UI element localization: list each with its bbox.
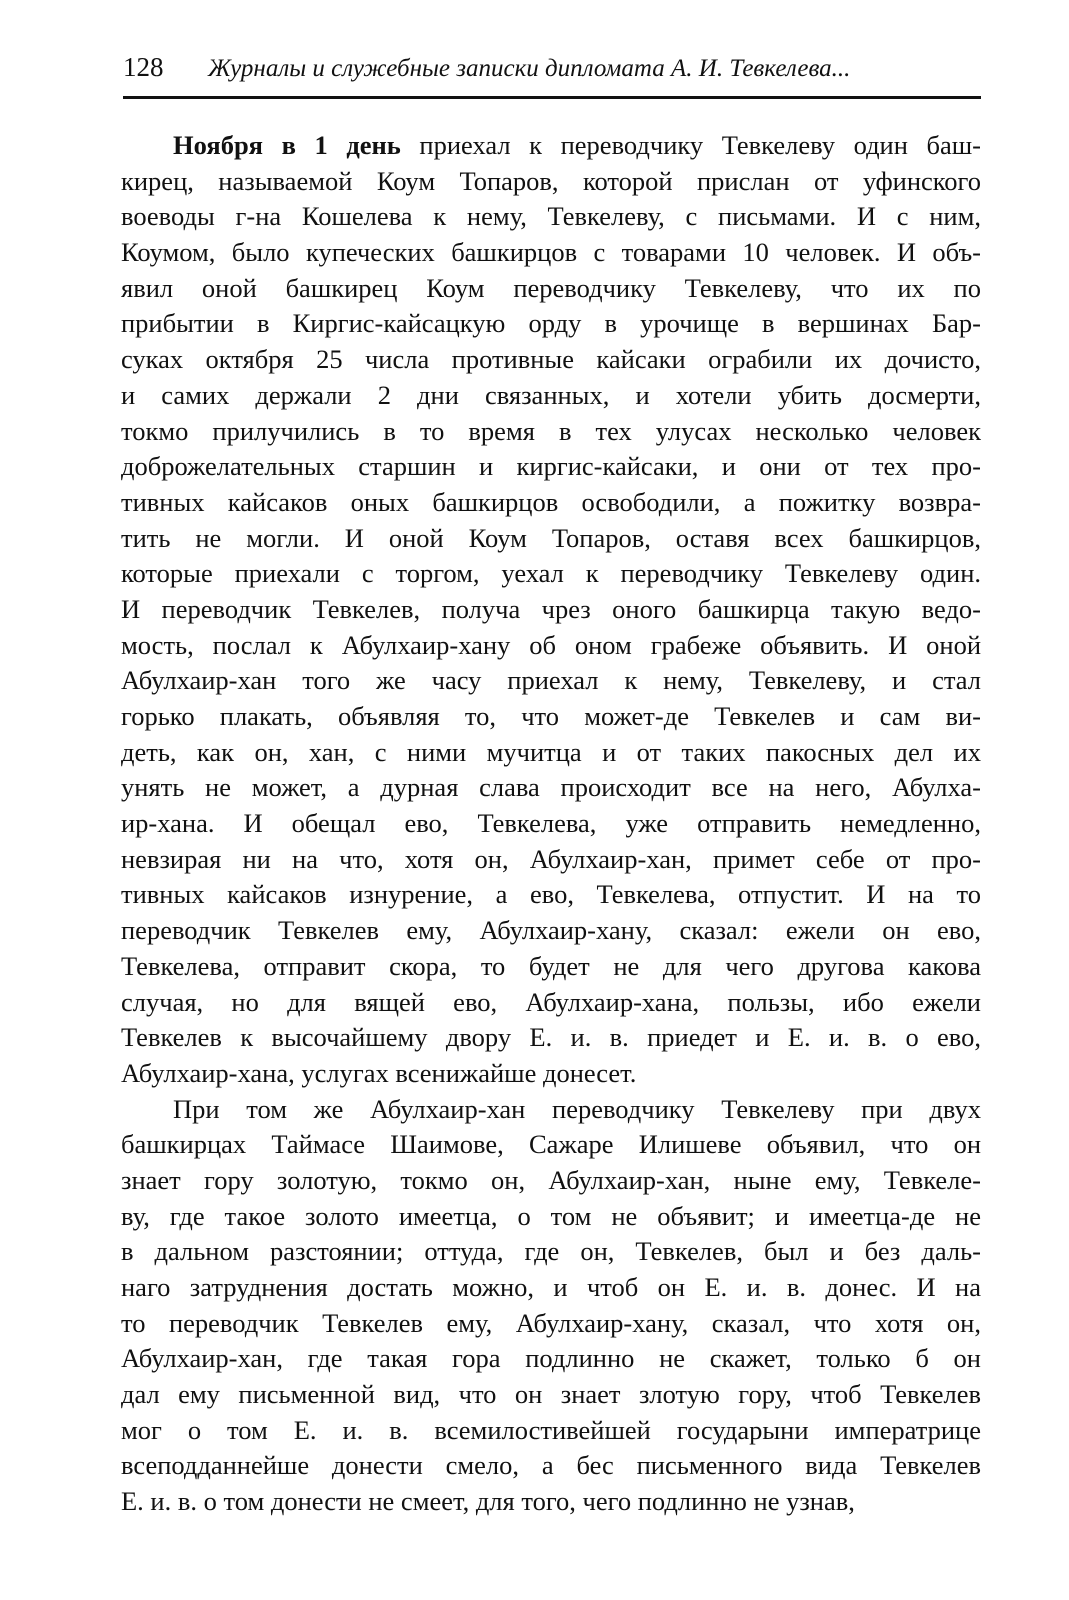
page-number: 128 xyxy=(123,52,164,82)
text-line: Абулхаир-хан, где такая гора подлинно не скажет, только б он xyxy=(121,1343,981,1374)
page-header xyxy=(123,46,981,88)
text-line: тивных кайсаков оных башкирцов освободили, а пожитку возвра- xyxy=(121,486,981,517)
text-line: Абулхаир-хана, услугах всенижайше донесет. xyxy=(121,1057,637,1088)
text-line: унять не может, а дурная слава происходит все на него, Абулха- xyxy=(121,772,981,803)
text-line: тивных кайсаков изнурение, а ево, Тевкелева, отпустит. И на то xyxy=(121,879,981,910)
text-line: в дальном разстоянии; оттуда, где он, Тевкелев, был и без даль- xyxy=(121,1236,981,1267)
text-line: горько плакать, объявляя то, что может-де Тевкелев и сам ви- xyxy=(121,701,981,731)
text-line: токмо прилучились в то время в тех улусах несколько человек xyxy=(121,415,981,446)
body-text xyxy=(121,128,981,1520)
text-line: мость, послал к Абулхаир-хану об оном грабеже объявить. И оной xyxy=(121,629,981,660)
text-line: и самих держали 2 дни связанных, и хотели убить досмерти, xyxy=(121,379,981,410)
text-line: Коумом, было купеческих башкирцов с товарами 10 человек. И объ- xyxy=(121,237,981,268)
paragraph xyxy=(121,1092,981,1520)
running-title: Журналы и служебные записки дипломата А. И. Тевкелева... xyxy=(208,55,851,82)
text-line: всеподданнейше донести смело, а бес письменного вида Тевкелев xyxy=(121,1450,981,1481)
text-line: то переводчик Тевкелев ему, Абулхаир-хану, сказал, что хотя он, xyxy=(121,1307,981,1338)
text-line: дал ему письменной вид, что он знает злотую гору, чтоб Тевкелев xyxy=(121,1379,981,1410)
text-line: тить не могли. И оной Коум Топаров, оставя всех башкирцов, xyxy=(121,522,981,553)
text-line: доброжелательных старшин и киргис-кайсаки, и они от тех про- xyxy=(121,451,981,482)
text-line: прибытии в Киргис-кайсацкую орду в урочище в вершинах Бар- xyxy=(121,308,981,339)
text-line: Е. и. в. о том донести не смеет, для того, чего подлинно не узнав, xyxy=(121,1486,855,1517)
text-line: Ноября в 1 день приехал к переводчику Тевкелеву один баш- xyxy=(173,130,981,160)
text-line: При том же Абулхаир-хан переводчику Тевкелеву при двух xyxy=(173,1093,981,1124)
text-line: наго затруднения достать можно, и чтоб он Е. и. в. донес. И на xyxy=(121,1272,981,1302)
text-line: кирец, называемой Коум Топаров, которой прислан от уфинского xyxy=(121,165,981,196)
text-line: Тевкелева, отправит скора, то будет не для чего другова какова xyxy=(121,950,981,981)
text-line: невзирая ни на что, хотя он, Абулхаир-хан, примет себе от про- xyxy=(121,843,981,874)
text-line: которые приехали с торгом, уехал к переводчику Тевкелеву один. xyxy=(121,558,981,589)
text-line: Тевкелев к высочайшему двору Е. и. в. приедет и Е. и. в. о ево, xyxy=(121,1022,981,1053)
text-line: знает гору золотую, токмо он, Абулхаир-хан, ныне ему, Тевкеле- xyxy=(121,1164,981,1195)
header-rule xyxy=(123,96,981,99)
text-line: случая, но для вящей ево, Абулхаир-хана, пользы, ибо ежели xyxy=(121,986,981,1017)
text-line: явил оной башкирец Коум переводчику Тевкелеву, что их по xyxy=(121,272,981,303)
text-line: Абулхаир-хан того же часу приехал к нему, Тевкелеву, и стал xyxy=(121,665,981,696)
text-line: суках октября 25 числа противные кайсаки ограбили их дочисто, xyxy=(121,344,981,375)
text-line: башкирцах Таймасе Шаимове, Сажаре Илишеве объявил, что он xyxy=(121,1129,981,1160)
text-line: ир-хана. И обещал ево, Тевкелева, уже отправить немедленно, xyxy=(121,808,981,839)
text-line: мог о том Е. и. в. всемилостивейшей государыни императрице xyxy=(121,1414,981,1445)
paragraph xyxy=(121,128,981,1092)
text-line: И переводчик Тевкелев, получа чрез оного башкирца такую ведо- xyxy=(121,593,981,624)
text-line: ву, где такое золото имеетца, о том не объявит; и имеетца-де не xyxy=(121,1200,981,1231)
paragraph-lead: Ноября в 1 день xyxy=(173,130,401,160)
text-line: воеводы г-на Кошелева к нему, Тевкелеву, с письмами. И с ним, xyxy=(121,201,981,232)
text-line: переводчик Тевкелев ему, Абулхаир-хану, сказал: ежели он ево, xyxy=(121,915,981,946)
text-line: деть, как он, хан, с ними мучитца и от таких пакосных дел их xyxy=(121,736,981,767)
